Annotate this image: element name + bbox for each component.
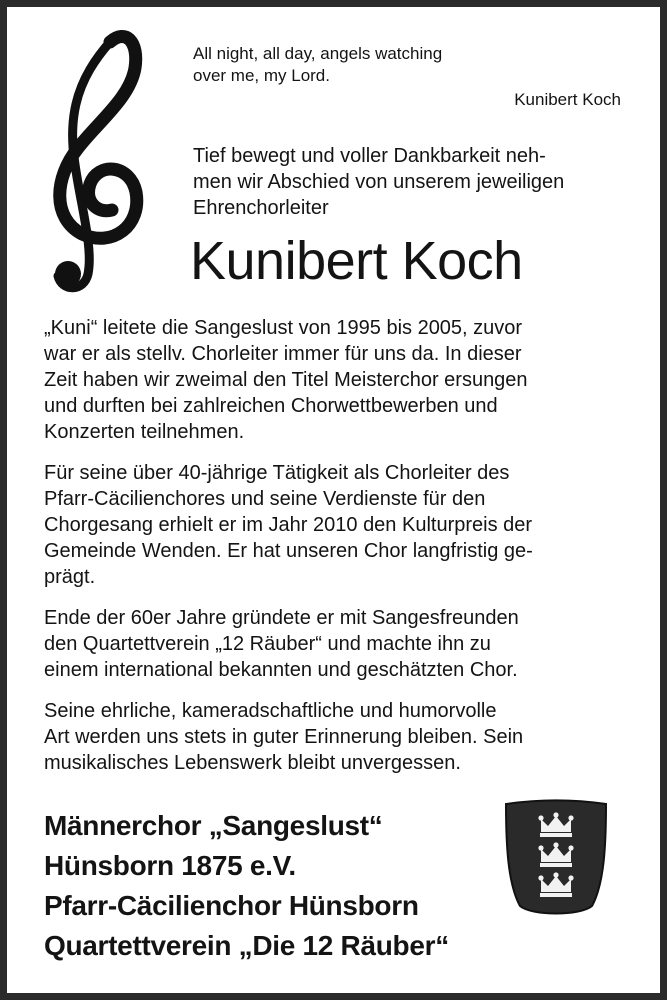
three-crowns-crest-icon <box>500 798 612 920</box>
quote-line: All night, all day, angels watching <box>193 44 443 63</box>
quote-text <box>193 43 621 87</box>
deceased-name: Kunibert Koch <box>190 231 523 291</box>
obituary-body <box>44 315 622 791</box>
organization-name: Hünsborn 1875 e.V. <box>44 850 296 881</box>
treble-clef-icon <box>36 22 156 294</box>
quote-line: over me, my Lord. <box>193 66 330 85</box>
organization-name: Männerchor „Sangeslust“ <box>44 810 383 841</box>
signatories <box>44 806 449 966</box>
organization-name: Pfarr-Cäcilienchor Hünsborn <box>44 890 419 921</box>
paragraph: Seine ehrliche, kameradschaftliche und humorvolle Art werden uns stets in guter Erinnerung bleiben. Sein musikalisches Lebenswerk bleibt unvergessen. <box>44 700 524 774</box>
paragraph: Ende der 60er Jahre gründete er mit Sangesfreunden den Quartettverein „12 Räuber“ und machte ihn zu einem international bekannten und geschätzten Chor. <box>44 607 519 681</box>
quote-author: Kunibert Koch <box>514 90 621 109</box>
paragraph: „Kuni“ leitete die Sangeslust von 1995 bis 2005, zuvor war er als stellv. Chorleiter immer für uns da. In dieser Zeit haben wir zweimal den Titel Meisterchor ersungen und durften bei zahlreichen Chorwettbewerben und Konzerten teilnehmen. <box>44 317 528 443</box>
paragraph: Für seine über 40-jährige Tätigkeit als Chorleiter des Pfarr-Cäcilienchores und seine Verdienste für den Chorgesang erhielt er im Jahr 2010 den Kulturpreis der Gemeinde Wenden. Er hat unseren Chor langfristig ge- prägt. <box>44 462 533 588</box>
intro-text: Tief bewegt und voller Dankbarkeit neh- men wir Abschied von unserem jeweiligen Ehrenchorleiter <box>193 145 565 219</box>
organization-name: Quartettverein „Die 12 Räuber“ <box>44 930 449 961</box>
